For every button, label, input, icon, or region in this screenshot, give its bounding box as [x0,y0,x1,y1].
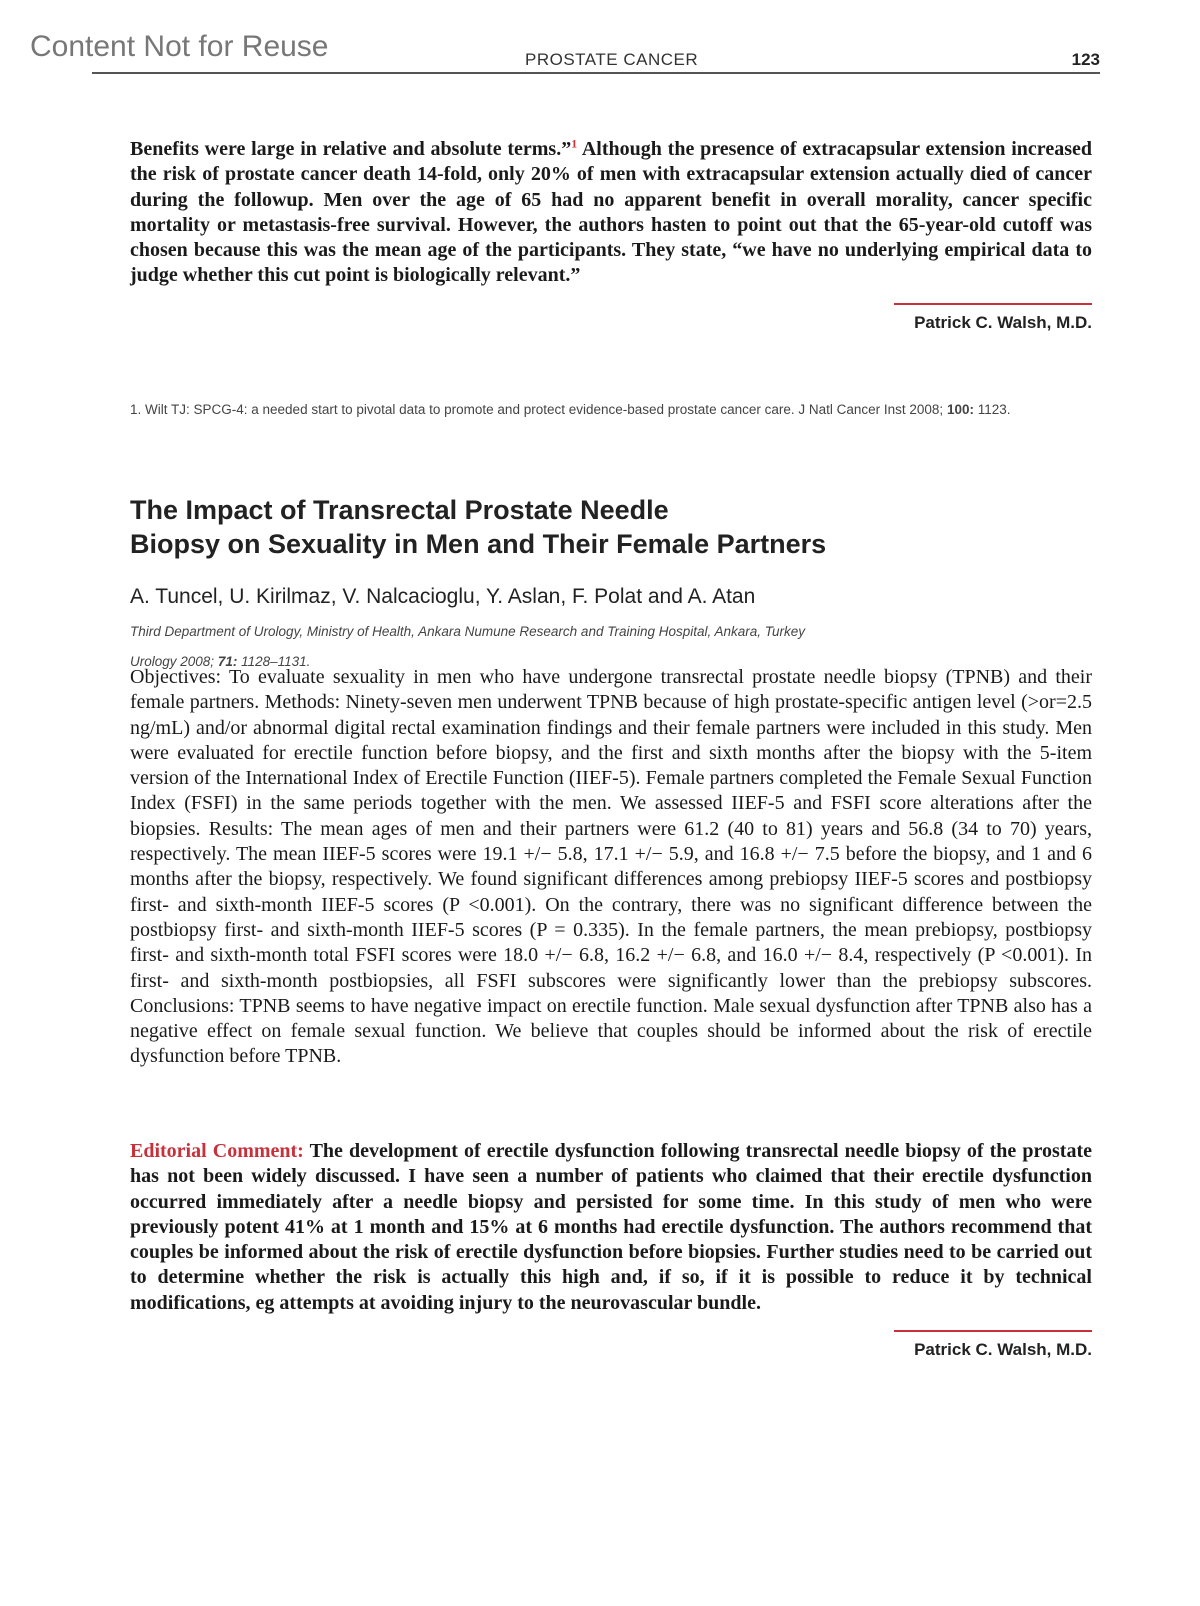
editorial-text [130,1139,1092,1316]
editorial-comment [130,1139,1092,1360]
editorial-label: Editorial Comment: [130,1140,304,1162]
page-number: 123 [1071,50,1100,69]
comment-text-rest: Although the presence of extracapsular extension increased the risk of prostate cancer death 14-fold, only 20% of men with extracapsular extension actually died of cancer during the followup. Men over the age of 65 had no apparent benefit in overall morality, cancer specific mortality or metastasis-free survival. However, the authors hasten to point out that the 65-year-old cutoff was chosen because this was the mean age of the participants. They state, “we have no underlying empirical data to judge whether this cut point is biologically relevant.” [130,138,1092,287]
citation-volume: 71: [217,654,238,669]
header-rule [92,72,1100,74]
citation-pages: 1128–1131. [237,654,311,669]
comment-text-start: Benefits were large in relative and absolute terms.” [130,138,572,160]
previous-comment-text [130,137,1092,289]
abstract [130,665,1092,1070]
abstract-text: Objectives: To evaluate sexuality in men who have undergone transrectal prostate needle biopsy (TPNB) and their female partners. Methods: Ninety-seven men underwent TPNB because of high prostate-specific antigen level (>or=2.5 ng/mL) and/or abnormal digital rectal examination findings and their female partners were included in this study. Men were evaluated for erectile function before biopsy, and the first and sixth months after the biopsy with the 5-item version of the International Index of Erectile Function (IIEF-5). Female partners completed the Female Sexual Function Index (FSFI) in the same periods together with the men. We assessed IIEF-5 and FSFI score alterations after the biopsies. Results: The mean ages of men and their partners were 61.2 (40 to 81) years and 56.8 (34 to 70) years, respectively. The mean IIEF-5 scores were 19.1 +/− 5.8, 17.1 +/− 5.9, and 16.8 +/− 7.5 before the biopsy, and 1 and 6 months after the biopsy, respectively. We found significant differences among prebiopsy IIEF-5 scores and postbiopsy first- and sixth-month IIEF-5 scores (P <0.001). On the contrary, there was no significant difference between the postbiopsy first- and sixth-month IIEF-5 scores (P = 0.335). In the female partners, the mean prebiopsy, postbiopsy first- and sixth-month total FSFI scores were 18.0 +/− 6.8, 16.2 +/− 6.8, and 16.0 +/− 8.4, respectively (P <0.001). In first- and sixth-month postbiopsies, all FSFI subscores were significantly lower than the prebiopsy subscores. Conclusions: TPNB seems to have negative impact on erectile function. Male sexual dysfunction after TPNB also has a negative effect on female sexual function. We believe that couples should be informed about the risk of erectile dysfunction before TPNB. [130,666,1092,1068]
signature: Patrick C. Walsh, M.D. [914,1340,1092,1360]
citation-journal: Urology 2008; [130,654,218,669]
signature-rule [894,303,1092,305]
article-title [130,493,826,561]
footnote-pages: 1123. [973,402,1011,417]
footnote-text: 1. Wilt TJ: SPCG-4: a needed start to pivotal data to promote and protect evidence-based prostate cancer care. J Natl Cancer Inst 2008; [130,402,947,417]
title-line-1: The Impact of Transrectal Prostate Needle [130,495,669,525]
signature: Patrick C. Walsh, M.D. [914,312,1092,332]
affiliation: Third Department of Urology, Ministry of Health, Ankara Numune Research and Training Hospital, Ankara, Turkey [130,624,806,639]
running-title: PROSTATE CANCER [525,50,699,69]
footnote [130,402,1011,417]
watermark: Content Not for Reuse [30,30,329,63]
footnote-volume: 100: [946,402,974,417]
editorial-body: The development of erectile dysfunction following transrectal needle biopsy of the prostate has not been widely discussed. I have seen a number of patients who claimed that their erectile dysfunction occurred immediately after a needle biopsy and persisted for some time. In this study of men who were previously potent 41% at 1 month and 15% at 6 months had erectile dysfunction. The authors recommend that couples be informed about the risk of erectile dysfunction before biopsies. Further studies need to be carried out to determine whether the risk is actually this high and, if so, if it is possible to reduce it by technical modifications, eg attempts at avoiding injury to the neurovascular bundle. [130,1140,1092,1314]
signature-rule [894,1330,1092,1332]
reference-superscript[interactable]: 1 [571,136,578,151]
title-line-2: Biopsy on Sexuality in Men and Their Female Partners [130,529,827,559]
authors: A. Tuncel, U. Kirilmaz, V. Nalcacioglu, Y. Aslan, F. Polat and A. Atan [130,585,756,608]
previous-comment [130,137,1092,333]
